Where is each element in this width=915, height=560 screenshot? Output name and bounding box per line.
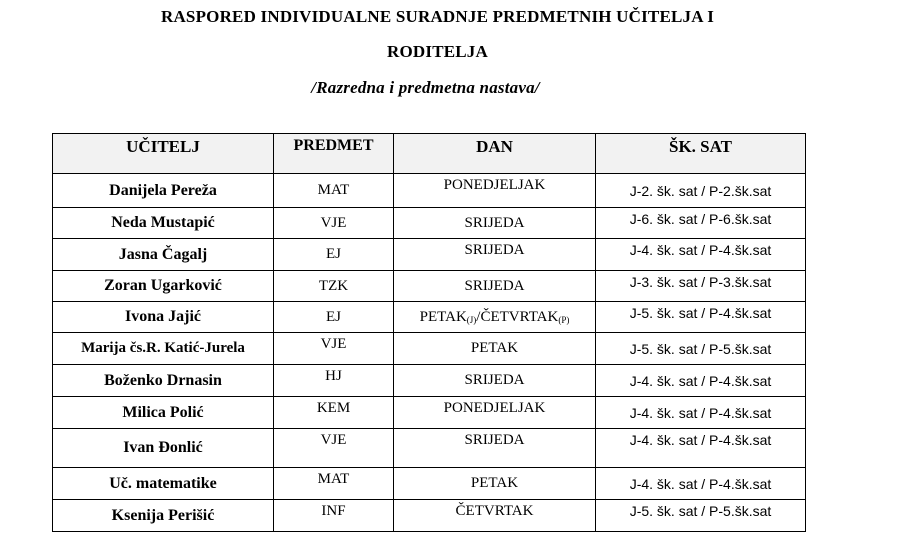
teacher-cell: Ivona Jajić (53, 302, 274, 333)
subject-cell: KEM (274, 397, 394, 429)
subject-cell: INF (274, 500, 394, 532)
day-cell: SRIJEDA (394, 271, 596, 302)
slot-cell: J-3. šk. sat / P-3.šk.sat (596, 271, 806, 302)
teacher-cell: Uč. matematike (53, 468, 274, 500)
subject-cell: EJ (274, 302, 394, 333)
subject-cell: VJE (274, 333, 394, 365)
day-text-thursday: /ČETVRTAK (476, 308, 559, 325)
day-cell (394, 302, 596, 333)
teacher-cell: Marija čs.R. Katić-Jurela (53, 333, 274, 365)
teacher-cell: Jasna Čagalj (53, 239, 274, 271)
slot-cell: J-4. šk. sat / P-4.šk.sat (596, 365, 806, 397)
table-row (53, 500, 806, 532)
table-row (53, 208, 806, 239)
table-row (53, 365, 806, 397)
day-cell: PONEDJELJAK (394, 174, 596, 208)
slot-cell: J-5. šk. sat / P-5.šk.sat (596, 500, 806, 532)
teacher-cell: Danijela Pereža (53, 174, 274, 208)
header-day: DAN (394, 134, 596, 174)
day-cell: PONEDJELJAK (394, 397, 596, 429)
teacher-cell: Zoran Ugarković (53, 271, 274, 302)
day-cell: SRIJEDA (394, 239, 596, 271)
document-title-line-1: RASPORED INDIVIDUALNE SURADNJE PREDMETNIH UČITELJA I (160, 7, 715, 26)
table-row (53, 333, 806, 365)
document-subtitle: /Razredna i predmetna nastava/ (311, 78, 540, 97)
subject-cell: TZK (274, 271, 394, 302)
day-cell: ČETVRTAK (394, 500, 596, 532)
table-row (53, 429, 806, 468)
slot-cell: J-4. šk. sat / P-4.šk.sat (596, 429, 806, 468)
schedule-table (52, 133, 806, 532)
subject-cell: EJ (274, 239, 394, 271)
teacher-cell: Boženko Drnasin (53, 365, 274, 397)
day-cell: SRIJEDA (394, 429, 596, 468)
day-mark-j: (J) (466, 314, 477, 325)
teacher-cell: Milica Polić (53, 397, 274, 429)
day-cell: SRIJEDA (394, 365, 596, 397)
teacher-cell: Neda Mustapić (53, 208, 274, 239)
day-cell: SRIJEDA (394, 208, 596, 239)
slot-cell: J-4. šk. sat / P-4.šk.sat (596, 239, 806, 271)
subject-cell: MAT (274, 468, 394, 500)
teacher-cell: Ksenija Perišić (53, 500, 274, 532)
table-row (53, 174, 806, 208)
subject-cell: VJE (274, 208, 394, 239)
subject-cell: HJ (274, 365, 394, 397)
slot-cell: J-2. šk. sat / P-2.šk.sat (596, 174, 806, 208)
header-teacher: UČITELJ (53, 134, 274, 174)
slot-cell: J-5. šk. sat / P-5.šk.sat (596, 333, 806, 365)
day-cell: PETAK (394, 468, 596, 500)
document-title-line-2: RODITELJA (387, 42, 488, 61)
slot-cell: J-4. šk. sat / P-4.šk.sat (596, 397, 806, 429)
table-header-row (53, 134, 806, 174)
header-subject: PREDMET (274, 134, 394, 174)
subject-cell: VJE (274, 429, 394, 468)
table-row (53, 239, 806, 271)
table-row (53, 302, 806, 333)
day-mark-p: (P) (558, 314, 570, 325)
teacher-cell: Ivan Đonlić (53, 429, 274, 468)
slot-cell: J-5. šk. sat / P-4.šk.sat (596, 302, 806, 333)
table-row (53, 468, 806, 500)
day-text-friday: PETAK (419, 308, 467, 325)
subject-cell: MAT (274, 174, 394, 208)
table-row (53, 271, 806, 302)
header-slot: ŠK. SAT (596, 134, 806, 174)
slot-cell: J-6. šk. sat / P-6.šk.sat (596, 208, 806, 239)
slot-cell: J-4. šk. sat / P-4.šk.sat (596, 468, 806, 500)
day-cell: PETAK (394, 333, 596, 365)
table-row (53, 397, 806, 429)
